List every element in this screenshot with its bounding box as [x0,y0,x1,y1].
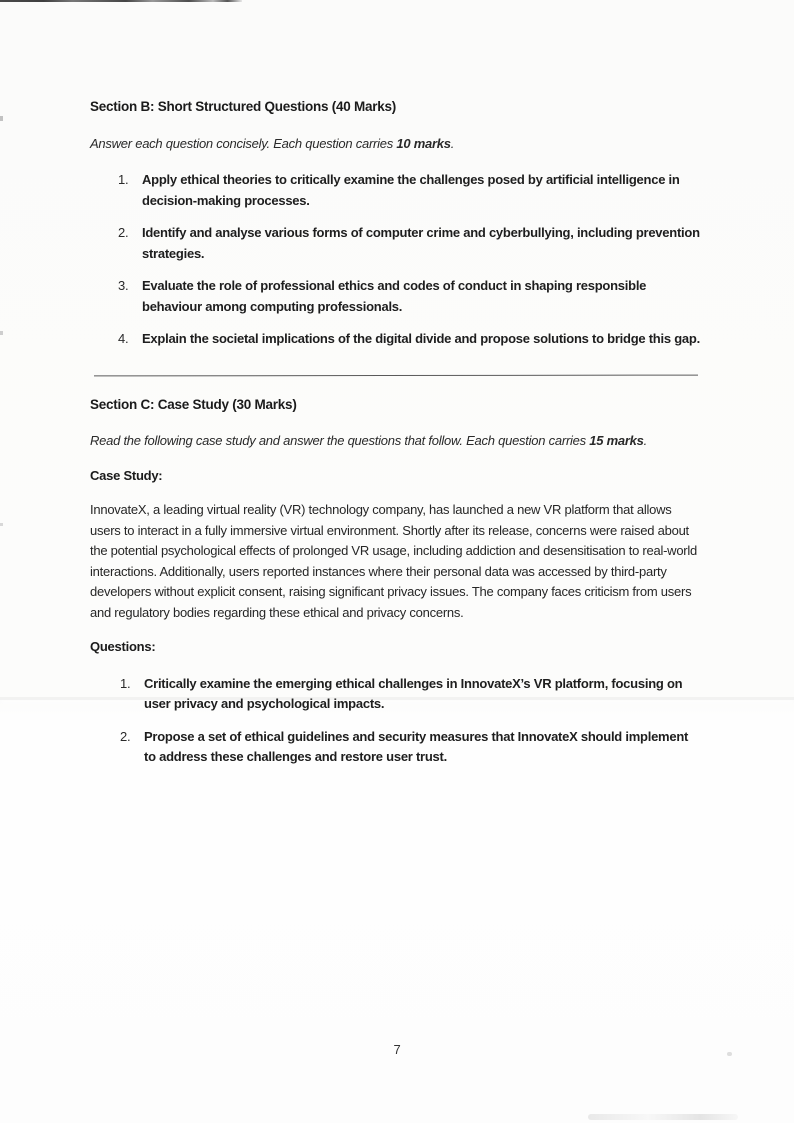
section-b-instruction-marks: 10 marks [396,135,451,151]
section-c-question-list [120,674,702,768]
section-b-question-list [118,170,702,350]
section-b-heading: Section B: Short Structured Questions (40 Marks) [90,99,397,114]
document-content [90,97,702,780]
case-study-paragraph: InnovateX, a leading virtual reality (VR) technology company, has launched a new VR platform that allows users to interact in a fully immersive virtual environment. Shortly after its release, concerns were raised about the potential psychological effects of prolonged VR usage, including addiction and desensitisation to real-world interactions. Additionally, users reported instances where their personal data was accessed by third-party developers without explicit consent, raising significant privacy issues. The company faces criticism from users and regulatory bodies regarding these ethical and privacy concerns. [90,502,697,620]
section-c-instruction-marks: 15 marks [589,433,644,448]
section-divider [94,374,698,376]
question-text: Explain the societal implications of the digital divide and propose solutions to bridge this gap. [142,331,700,346]
section-b-question-4 [118,329,702,350]
question-number: 3. [118,278,129,293]
section-b-instruction-suffix: . [450,135,455,151]
question-number: 4. [118,331,129,346]
section-b-instruction-prefix: Answer each question concisely. Each question carries [90,135,397,151]
scan-artifact-top-line [0,0,242,2]
question-number: 2. [120,728,131,744]
section-c-instruction-suffix: . [643,433,648,448]
section-b-question-2 [118,223,702,264]
case-study-label: Case Study: [90,467,163,483]
question-text: Propose a set of ethical guidelines and security measures that InnovateX should implement to address these challenges and restore user trust. [144,728,689,764]
section-c-heading: Section C: Case Study (30 Marks) [90,396,297,412]
section-b-question-3 [118,276,702,317]
scan-artifact-edge-tick [0,116,3,121]
question-number: 2. [118,225,129,240]
question-number: 1. [118,172,129,187]
section-b-instruction [90,134,702,155]
scan-artifact-edge-tick [0,523,3,526]
scan-artifact-edge-tick [0,331,3,335]
questions-label: Questions: [90,639,156,654]
question-number: 1. [120,675,131,691]
section-c-instruction-prefix: Read the following case study and answer the questions that follow. Each question carries [90,433,590,448]
section-c-question-1 [120,674,702,715]
section-c-instruction [90,431,702,452]
section-b-question-1 [118,170,702,211]
question-text: Identify and analyse various forms of computer crime and cyberbullying, including prevention strategies. [142,225,700,261]
question-text: Apply ethical theories to critically examine the challenges posed by artificial intelligence in decision-making processes. [142,172,680,208]
question-text: Evaluate the role of professional ethics and codes of conduct in shaping responsible behaviour among computing professionals. [142,278,647,314]
page-number: 7 [393,1042,401,1057]
section-c-question-2 [120,727,702,768]
scan-artifact-corner-smudge [588,1114,738,1120]
question-text: Critically examine the emerging ethical challenges in InnovateX’s VR platform, focusing on user privacy and psychological impacts. [144,675,683,711]
